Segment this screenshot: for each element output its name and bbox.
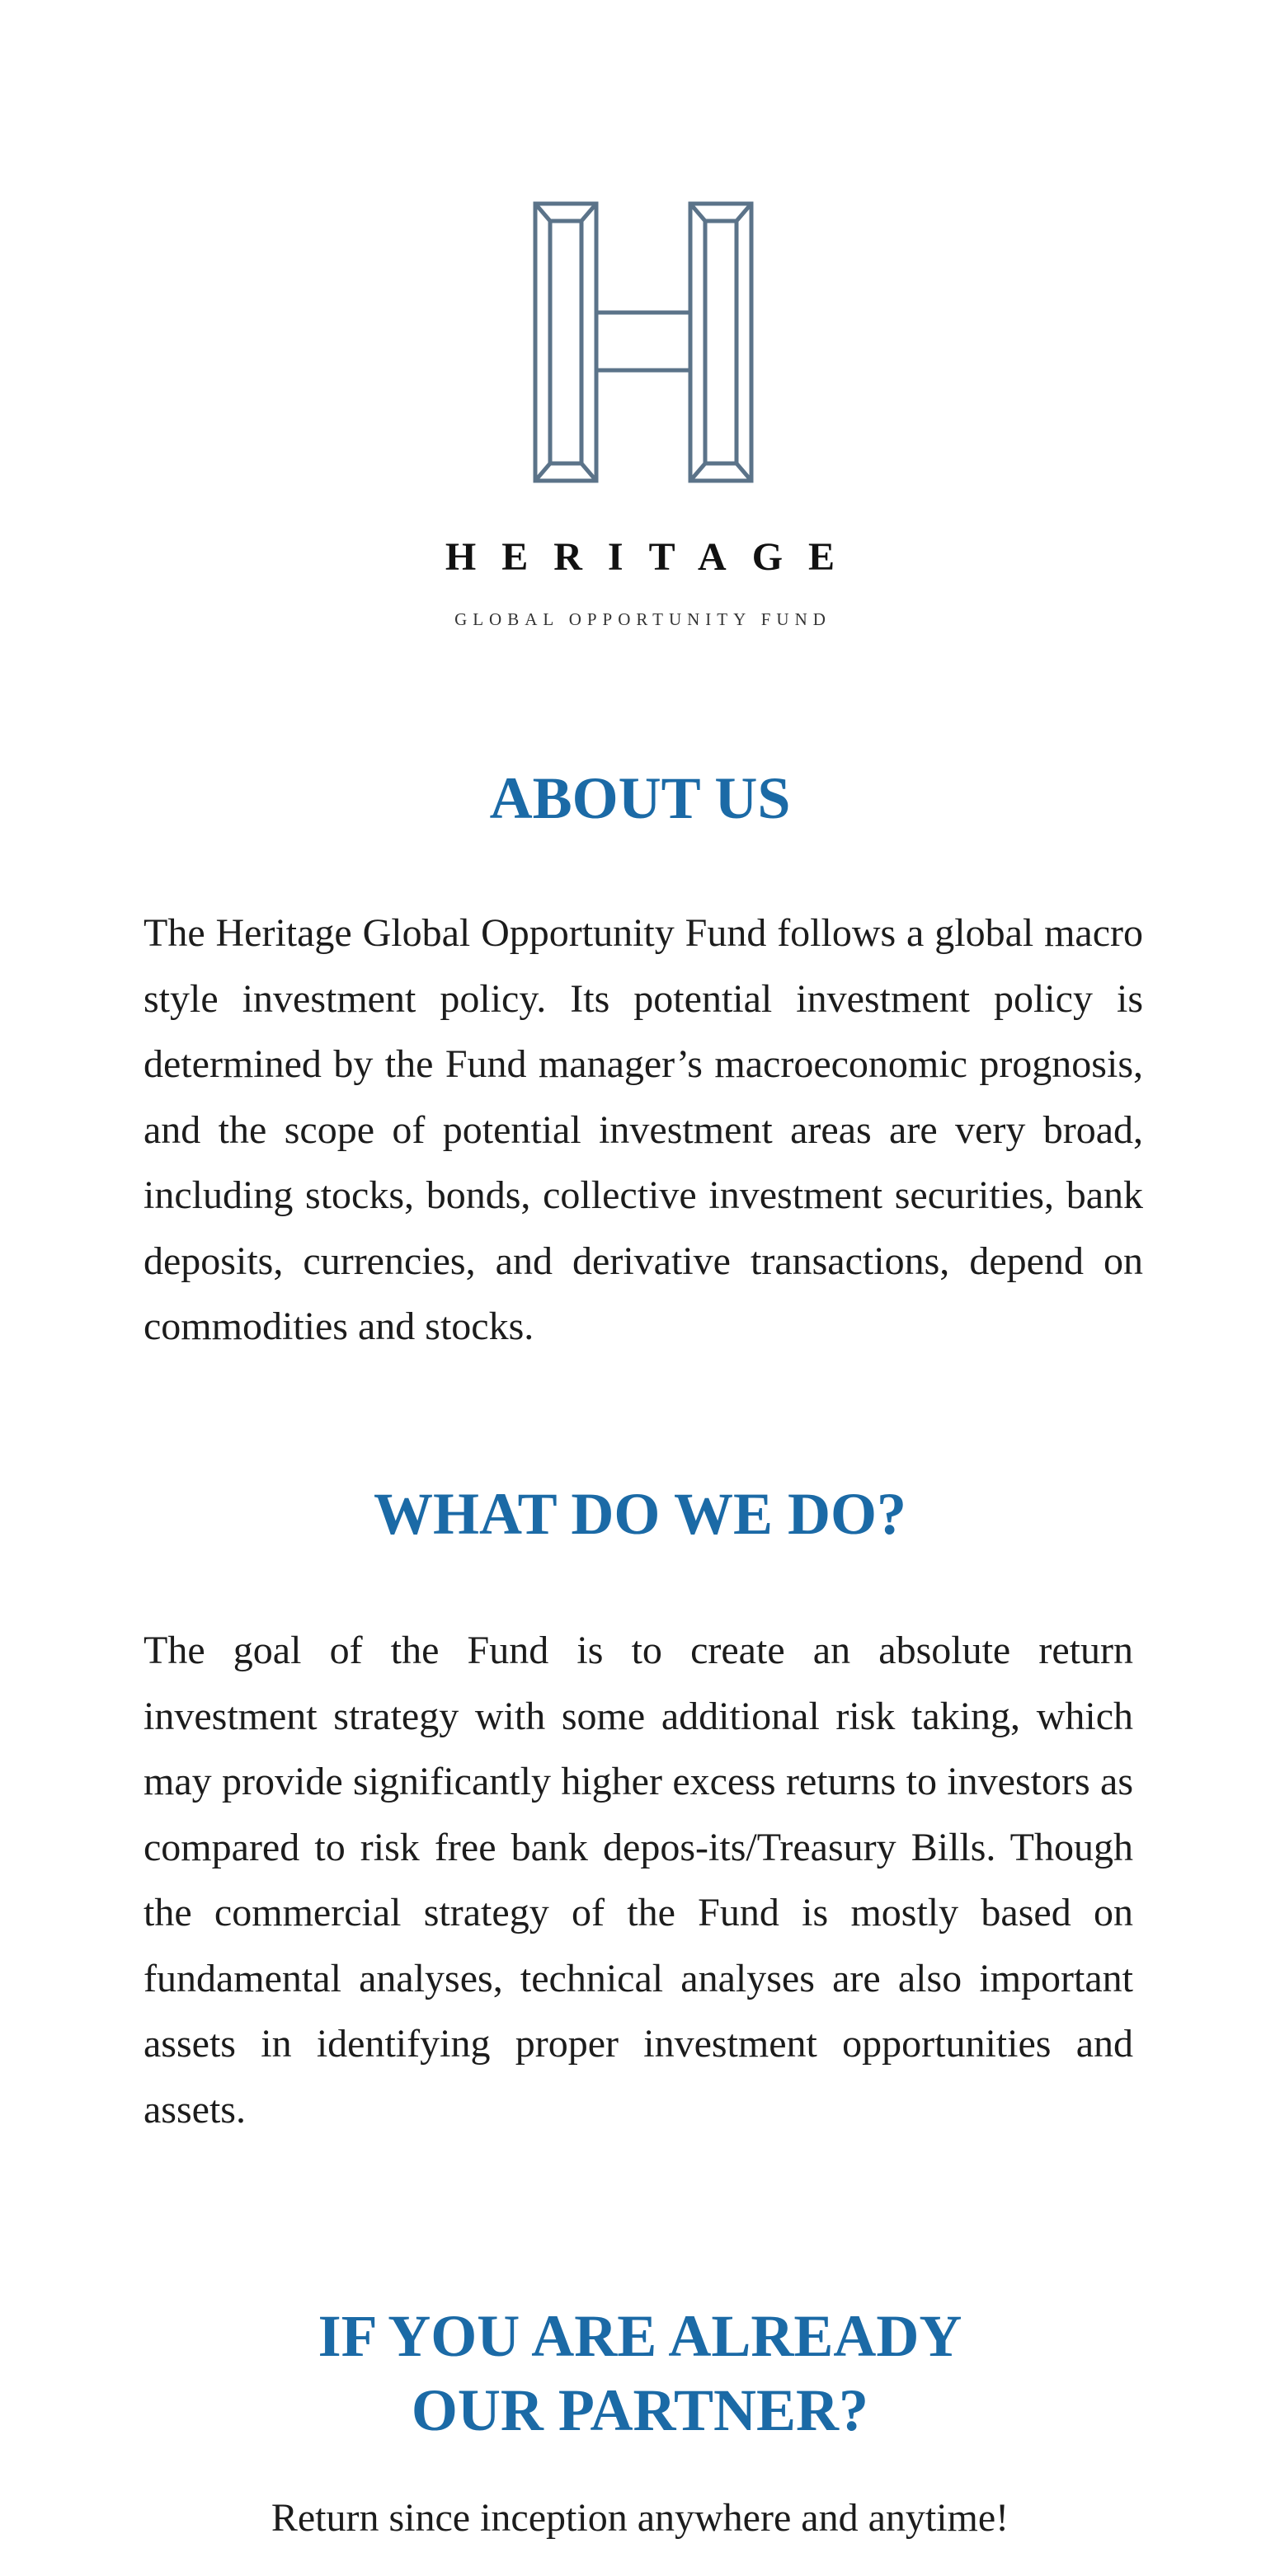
partner-heading-line-1: IF YOU ARE ALREADY <box>318 2303 962 2369</box>
partner-tagline: Return since inception anywhere and anytime! <box>271 2496 1009 2540</box>
about-heading: ABOUT US <box>489 765 791 831</box>
what-we-do-heading: WHAT DO WE DO? <box>373 1481 907 1547</box>
partner-heading <box>0 2299 1280 2447</box>
brand-header <box>0 0 1280 660</box>
partner-heading-line-2: OUR PARTNER? <box>411 2377 869 2443</box>
what-we-do-body: The goal of the Fund is to create an absolute return investment strategy with some additional risk taking, which may provide significantly higher excess returns to investors as compared to risk free bank depos-its/Treasury Bills. Though the commercial strategy of the Fund is mostly based on fundamental analyses, technical analyses are also important assets in identifying proper investment opportunities and assets. <box>144 1629 1133 2132</box>
heritage-h-logo-icon <box>531 200 755 485</box>
brand-subtitle: GLOBAL OPPORTUNITY FUND <box>454 609 831 629</box>
brand-name: HERITAGE <box>445 535 861 579</box>
about-body: The Heritage Global Opportunity Fund follows a global macro style investment policy. Its potential investment policy is determined by the Fund manager’s macroeconomic prognosis, and the scope of potential investment areas are very broad, including stocks, bonds, collective investment securities, bank deposits, currencies, and derivative transactions, depend on commodities and stocks. <box>144 911 1143 1348</box>
